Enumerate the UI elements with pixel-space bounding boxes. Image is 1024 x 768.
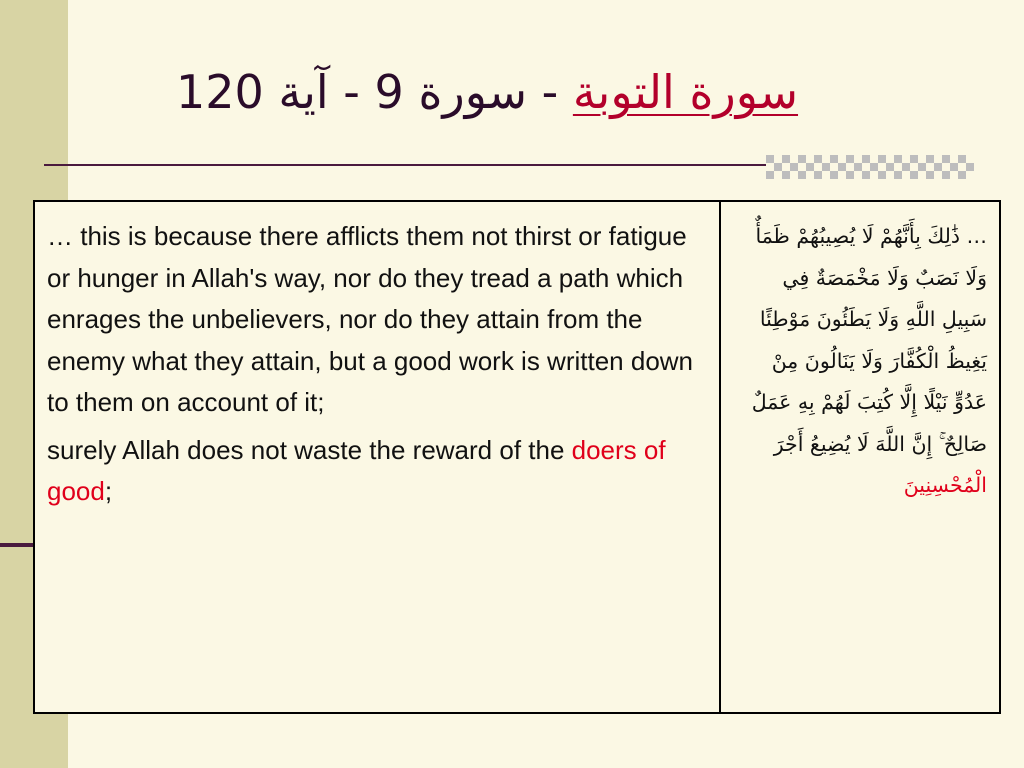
doers-of-good-highlight: doers of good [47, 434, 666, 506]
arabic-highlight: الْمُحْسِنِينَ [903, 473, 987, 497]
title-divider-squares [766, 155, 974, 179]
english-translation-cell [34, 201, 720, 713]
title-verse-reference: - سورة 9 - آية 120 [175, 65, 573, 119]
title-divider-line [44, 164, 766, 166]
english-paragraph-2 [47, 430, 707, 513]
surah-link[interactable]: سورة التوبة [572, 65, 799, 119]
english-paragraph-1: … this is because there afflicts them not thirst or fatigue or hunger in Allah's way, nor do they tread a path which enrages the unbelievers, nor do they attain from the enemy what they attain, but a good work is written down to them on account of it; [47, 221, 694, 417]
slide-title [80, 62, 894, 122]
arabic-verse-cell [720, 201, 1000, 713]
verse-table [33, 200, 1001, 714]
verse-row [34, 201, 1000, 713]
arabic-verse-text: … ذَٰلِكَ بِأَنَّهُمْ لَا يُصِيبُهُمْ ظَمَأٌ وَلَا نَصَبٌ وَلَا مَخْمَصَةٌ فِي سَبِيلِ اللَّهِ وَلَا يَطَئُونَ مَوْطِئًا يَغِيظُ الْكُفَّارَ وَلَا يَنَالُونَ مِنْ عَدُوٍّ نَيْلًا إِلَّا كُتِبَ لَهُمْ بِهِ عَمَلٌ صَالِحٌ ۚ إِنَّ اللَّهَ لَا يُضِيعُ أَجْرَ [751, 224, 987, 456]
english-paragraph-2-text: surely Allah does not waste the reward of the [47, 434, 572, 465]
english-paragraph-2-end: ; [104, 476, 113, 506]
